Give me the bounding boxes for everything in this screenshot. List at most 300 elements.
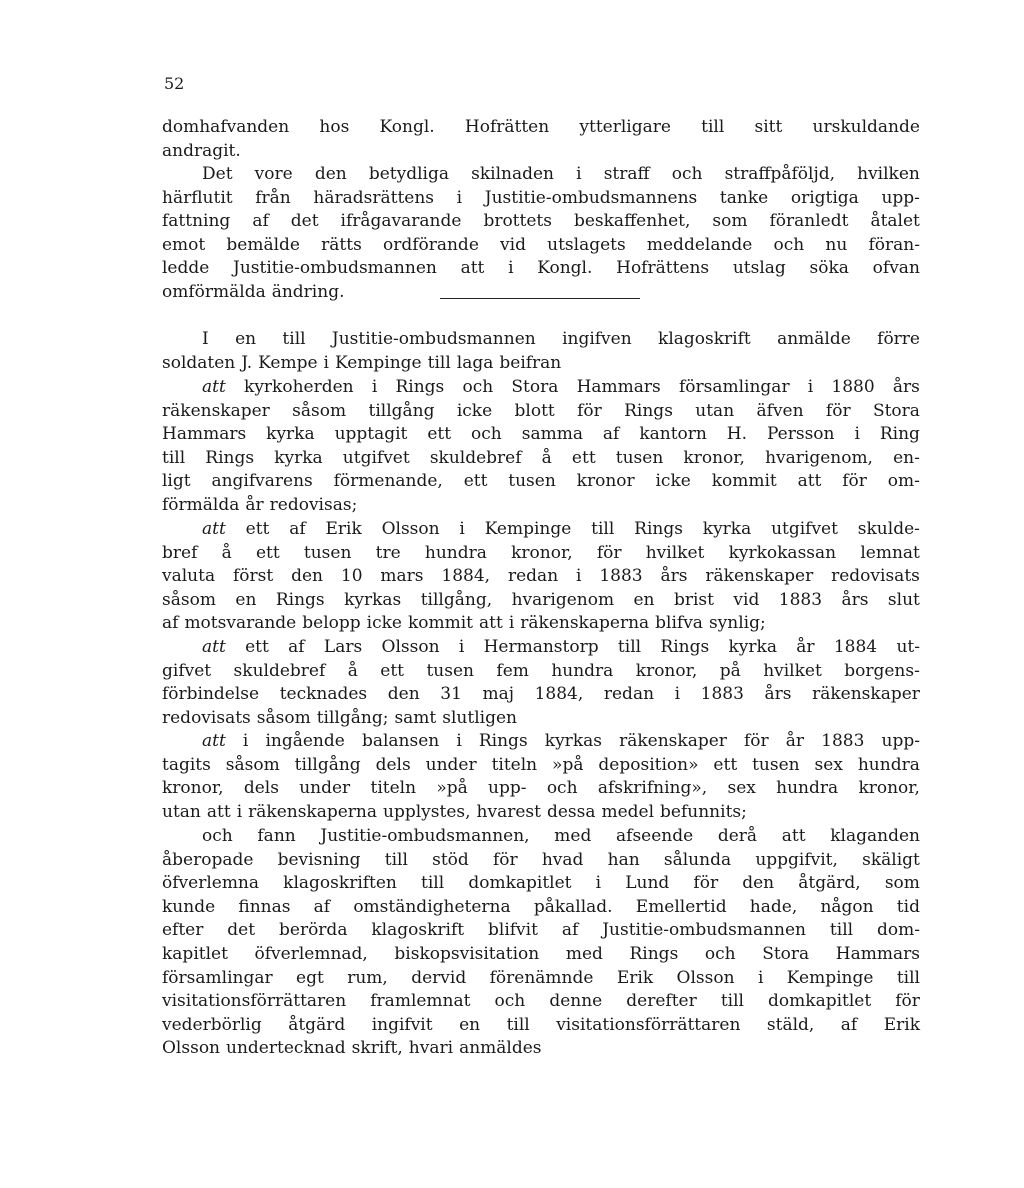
text-line: [162, 423, 920, 447]
word: efter: [162, 920, 204, 941]
word: en: [235, 329, 257, 349]
word: till: [506, 1014, 530, 1035]
word: urskuldande: [812, 117, 920, 137]
text-line: [162, 1014, 920, 1038]
text-line: [162, 849, 920, 873]
word: ingifvit: [371, 1014, 433, 1035]
word: kronor,: [162, 778, 224, 799]
indent-word: att: [202, 731, 226, 751]
word: slut: [887, 589, 920, 610]
word: afskrifning»,: [597, 778, 708, 799]
word: upp-: [881, 731, 920, 751]
word: Olsson: [381, 519, 440, 539]
word: Hofrätten: [464, 117, 550, 137]
word: ett: [380, 660, 405, 681]
word: icke: [366, 613, 402, 634]
word: å: [541, 447, 552, 468]
word: häradsrättens: [313, 187, 435, 208]
word: att: [460, 258, 485, 279]
word: föran-: [868, 234, 920, 255]
word: rätts: [321, 234, 362, 255]
word: någon: [820, 896, 874, 917]
word: med: [554, 826, 592, 846]
word: till: [896, 967, 920, 988]
text-line: [162, 376, 920, 400]
word: redan: [507, 566, 559, 587]
word: denne: [549, 991, 603, 1012]
text-line: [162, 210, 920, 234]
word: Kempe: [258, 352, 318, 373]
text-line: [162, 1037, 920, 1061]
text-line: [162, 612, 920, 636]
word: Rings: [624, 400, 673, 421]
word: H.: [726, 424, 748, 445]
word: Rings: [275, 589, 325, 610]
word: titeln: [370, 778, 417, 799]
word: skuldebref: [429, 447, 522, 468]
word: öfverlemna: [162, 873, 260, 894]
word: af: [289, 519, 306, 539]
word: belopp: [302, 613, 361, 634]
word: Persson: [766, 424, 835, 445]
word: brist: [673, 589, 714, 610]
paragraph-4: [162, 825, 920, 1061]
word: lemnat: [860, 542, 920, 563]
word: åberopade: [162, 849, 254, 870]
word: åtgärd,: [798, 873, 861, 894]
word: synlig;: [708, 613, 766, 634]
text-line: [162, 801, 920, 825]
word: Erik: [325, 519, 362, 539]
word: för: [596, 542, 622, 563]
word: soldaten: [162, 352, 236, 373]
word: kyrka: [702, 519, 752, 539]
word: Rings: [205, 447, 255, 468]
word: kapitlet: [162, 943, 228, 964]
word: maj: [482, 684, 515, 705]
word: Hammars: [835, 943, 920, 964]
word: domkapitlet: [468, 873, 572, 894]
word: ingående: [265, 731, 345, 751]
word: och: [462, 377, 494, 397]
word: åtalet: [870, 211, 920, 232]
word: Rings: [478, 731, 528, 751]
word: utgifvet: [342, 447, 410, 468]
word: församlingar: [678, 377, 790, 397]
word: visitationsförrättaren: [162, 991, 347, 1012]
word: redovisats: [831, 566, 920, 587]
word: kommit: [407, 613, 474, 634]
word: omständigheterna: [353, 896, 511, 917]
word: egt: [296, 967, 324, 988]
word: Hofrättens: [616, 258, 710, 279]
word: upp-: [881, 187, 920, 208]
word: brottets: [483, 211, 552, 232]
word: 1883: [821, 731, 865, 751]
word: kyrkas: [544, 731, 602, 751]
word: år: [245, 494, 264, 515]
word: redovisats: [162, 707, 251, 728]
word: tusen: [303, 542, 352, 563]
word: ett: [571, 447, 596, 468]
word: framlemnat: [370, 991, 471, 1012]
indent-word: att: [202, 519, 226, 539]
word: sitt: [754, 117, 783, 137]
word: ett: [245, 637, 269, 657]
word: såsom: [292, 400, 347, 421]
word: i: [854, 424, 860, 445]
text-line: [162, 542, 920, 566]
word: och: [546, 778, 578, 799]
word: förmälda: [162, 494, 240, 515]
indent-word: och: [202, 826, 233, 846]
complaint-item-3: [162, 636, 920, 730]
word: dom-: [877, 920, 920, 941]
word: kommit: [711, 471, 777, 492]
word: undertecknad: [226, 1038, 346, 1059]
word: det: [290, 211, 319, 232]
word: ytterligare: [579, 117, 671, 137]
word: beifran: [499, 352, 562, 373]
word: hvarest: [476, 801, 541, 822]
word: 10: [340, 566, 363, 587]
text-line: [162, 636, 920, 660]
word: kronor,: [858, 778, 920, 799]
word: i: [576, 566, 582, 587]
word: 1883: [599, 566, 643, 587]
word: kronor,: [683, 447, 745, 468]
text-line: [162, 470, 920, 494]
word: Rings: [634, 519, 683, 539]
word: till: [427, 352, 451, 373]
word: af: [252, 211, 269, 232]
text-line: [162, 234, 920, 258]
word: 31: [440, 684, 462, 705]
word: förbindelse: [162, 684, 260, 705]
word: på: [719, 660, 741, 681]
word: hvilket: [763, 660, 822, 681]
indent-word: att: [202, 637, 226, 657]
word: befunnits;: [660, 801, 747, 822]
word: skäligt: [862, 849, 920, 870]
word: kronor: [576, 471, 635, 492]
word: i: [236, 801, 243, 822]
text-line: [162, 140, 920, 164]
text-line: [162, 116, 920, 140]
word: upplystes,: [383, 801, 471, 822]
word: Kempinge: [334, 352, 422, 373]
word: straff: [603, 164, 650, 184]
word: 1880: [831, 377, 875, 397]
word: ledde: [162, 258, 210, 279]
word: påkallad.: [533, 896, 613, 917]
word: Kempinge: [786, 967, 874, 988]
word: hvilken: [857, 164, 920, 184]
indent-word: I: [202, 329, 209, 349]
word: vore: [254, 164, 293, 184]
word: Erik: [616, 967, 654, 988]
word: åtgärd: [288, 1014, 346, 1035]
word: 1884,: [534, 684, 584, 705]
word: tusen: [615, 447, 664, 468]
word: år: [785, 731, 805, 751]
word: sålunda: [663, 849, 732, 870]
word: visitationsförrättaren: [556, 1014, 741, 1035]
word: å: [221, 542, 232, 563]
word: skuldebref: [233, 660, 326, 681]
word: och: [704, 943, 736, 964]
word: i: [459, 519, 465, 539]
word: betydliga: [368, 164, 449, 184]
word: klagoskriften: [283, 873, 397, 894]
word: tecknades: [279, 684, 368, 705]
word: balansen: [361, 731, 440, 751]
word: den: [291, 566, 323, 587]
word: som: [712, 211, 748, 232]
word: med: [565, 943, 603, 964]
word: i: [456, 187, 463, 208]
word: titeln: [491, 754, 538, 775]
word: ordförande: [382, 234, 479, 255]
word: tusen: [508, 471, 556, 492]
word: dervid: [411, 967, 467, 988]
word: angifvarens: [211, 471, 313, 492]
word: ut-: [896, 637, 920, 657]
word: Stora: [511, 377, 559, 397]
text-line: [162, 494, 920, 518]
word: räkenskaper: [619, 731, 727, 751]
word: skilnaden: [471, 164, 554, 184]
word: Kongl.: [379, 117, 435, 137]
word: motsvarande: [184, 613, 297, 634]
word: bemälde: [226, 234, 300, 255]
word: såsom: [162, 589, 216, 610]
word: ett: [427, 424, 452, 445]
word: förre: [877, 329, 920, 349]
word: bref: [162, 542, 198, 563]
word: års: [764, 684, 792, 705]
text-line: [162, 754, 920, 778]
word: Justitie-ombudsmannen: [331, 329, 536, 349]
word: för: [825, 400, 851, 421]
word: han: [607, 849, 640, 870]
word: i: [456, 731, 462, 751]
complaint-item-2: [162, 518, 920, 636]
word: af: [602, 424, 620, 445]
text-line: [162, 518, 920, 542]
word: en: [235, 589, 257, 610]
text-line: [162, 990, 920, 1014]
word: i: [458, 637, 465, 657]
word: Rings: [660, 637, 710, 657]
word: utgifvet: [771, 519, 838, 539]
word: års: [841, 589, 869, 610]
text-line: [162, 707, 920, 731]
word: fem: [496, 660, 529, 681]
word: Hammars: [576, 377, 661, 397]
word: klagoskrift: [658, 329, 751, 349]
word: fattning: [162, 211, 231, 232]
word: hvarigenom: [511, 589, 615, 610]
word: medel: [601, 801, 655, 822]
word: års: [892, 377, 920, 397]
word: tagits: [162, 754, 211, 775]
word: tusen: [752, 754, 800, 775]
word: räkenskaper: [705, 566, 814, 587]
word: i: [508, 613, 515, 634]
word: i: [576, 164, 582, 184]
word: tillgång: [294, 754, 361, 775]
text-line: [162, 825, 920, 849]
word: års: [660, 566, 688, 587]
word: å: [347, 660, 358, 681]
word: och: [671, 164, 703, 184]
word: Hammars: [162, 424, 247, 445]
word: tillgång,: [420, 589, 493, 610]
word: finnas: [238, 896, 291, 917]
word: år: [796, 637, 815, 657]
word: och: [471, 424, 502, 445]
word: Olsson: [676, 967, 735, 988]
word: härflutit: [162, 187, 233, 208]
word: för: [842, 471, 867, 492]
word: blifvit: [488, 920, 538, 941]
word: räkenskaperna: [248, 801, 378, 822]
word: tre: [375, 542, 401, 563]
word: för: [744, 731, 769, 751]
word: en-: [893, 447, 920, 468]
word: af: [162, 613, 179, 634]
text-line: [162, 872, 920, 896]
word: vederbörlig: [162, 1014, 262, 1035]
word: nu: [825, 234, 848, 255]
word: straffpåföljd,: [724, 164, 835, 184]
word: räkenskaper: [812, 684, 920, 705]
word: till: [591, 519, 615, 539]
word: Stora: [762, 943, 810, 964]
word: för: [895, 991, 920, 1012]
word: af: [840, 1014, 858, 1035]
word: som: [884, 873, 920, 894]
text-line: [162, 163, 920, 187]
word: hundra: [776, 778, 839, 799]
word: till: [162, 447, 186, 468]
word: skulde-: [857, 519, 920, 539]
word: och: [494, 991, 526, 1012]
word: bevisning: [277, 849, 361, 870]
word: redovisas;: [269, 494, 358, 515]
word: räkenskaper: [162, 400, 270, 421]
word: Justitie-ombudsmannens: [484, 187, 698, 208]
word: klaganden: [830, 826, 920, 846]
word: hvad: [541, 849, 584, 870]
word: uppgifvit,: [755, 849, 838, 870]
word: ett: [713, 754, 738, 775]
word: det: [227, 920, 256, 941]
text-line: [162, 896, 920, 920]
word: utslagets: [547, 234, 626, 255]
word: till: [421, 873, 445, 894]
word: kyrka: [274, 447, 323, 468]
word: ett: [463, 471, 488, 492]
word: hundra: [857, 754, 920, 775]
word: ofvan: [872, 258, 920, 279]
word: 1883: [700, 684, 744, 705]
word: i: [807, 377, 814, 397]
word: dels: [375, 754, 411, 775]
word: domkapitlet: [768, 991, 872, 1012]
word: en: [633, 589, 655, 610]
word: hvarigenom,: [765, 447, 873, 468]
word: upptagit: [334, 424, 408, 445]
word: församlingar: [162, 967, 273, 988]
word: laga: [456, 352, 494, 373]
word: såsom: [256, 707, 311, 728]
word: tid: [896, 896, 920, 917]
word: förmenande,: [333, 471, 443, 492]
word: rum,: [347, 967, 388, 988]
word: icke: [456, 400, 493, 421]
word: Rings: [395, 377, 445, 397]
word: kronor,: [635, 660, 698, 681]
word: till: [282, 329, 306, 349]
text-line: [162, 328, 920, 352]
word: derå: [717, 826, 758, 846]
word: fann: [257, 826, 296, 846]
word: utslag: [732, 258, 786, 279]
word: klagoskrift: [371, 920, 465, 941]
word: söka: [809, 258, 849, 279]
word: Ring: [879, 424, 920, 445]
word: blott: [514, 400, 555, 421]
word: mars: [380, 566, 424, 587]
word: i: [595, 873, 602, 894]
word: borgens-: [844, 660, 920, 681]
word: 1884: [833, 637, 878, 657]
word: Olsson: [381, 637, 440, 657]
text-line: [162, 400, 920, 424]
separator-rule: [440, 298, 640, 299]
word: till: [829, 920, 854, 941]
word: kyrkokassan: [728, 542, 837, 563]
word: tillgång;: [316, 707, 389, 728]
word: äfven: [756, 400, 804, 421]
word: samma: [521, 424, 583, 445]
word: den: [387, 684, 420, 705]
word: för: [577, 400, 602, 421]
word: hundra: [424, 542, 487, 563]
word: föranledt: [769, 211, 849, 232]
word: den: [314, 164, 347, 184]
word: »på: [552, 754, 584, 775]
word: i: [508, 258, 514, 279]
word: Hermanstorp: [483, 637, 599, 657]
word: ifrågavarande: [340, 211, 462, 232]
text-line: [162, 281, 920, 305]
text-line: [162, 447, 920, 471]
word: hundra: [551, 660, 614, 681]
word: till: [617, 637, 642, 657]
word: emot: [162, 234, 206, 255]
word: beskaffenhet,: [573, 211, 691, 232]
word: 1883: [778, 589, 823, 610]
word: till: [384, 849, 408, 870]
word: anmäldes: [459, 1038, 542, 1059]
word: Emellertid: [635, 896, 727, 917]
word: Justitie-ombudsmannen: [602, 920, 806, 941]
word: från: [255, 187, 291, 208]
word: dessa: [546, 801, 596, 822]
